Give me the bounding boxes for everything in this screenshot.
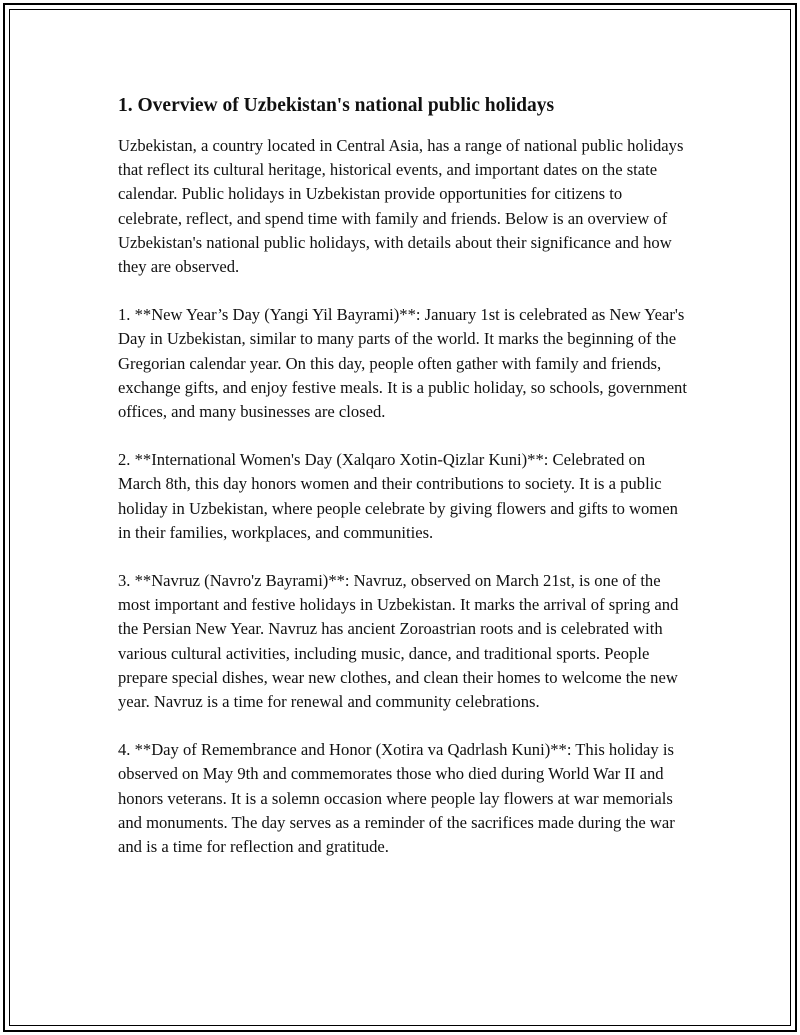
intro-paragraph: Uzbekistan, a country located in Central Asia, has a range of national public holidays that reflect its cultural heritage, historical events, and important dates on the state calendar. Public holidays in Uzbekistan provide opportunities for citizens to celebrate, reflect, and spend time with family and friends. Below is an overview of Uzbekistan's national public holidays, with details about their significance and how they are observed. [118, 136, 684, 277]
holiday-womens-day: 2. **International Women's Day (Xalqaro Xotin-Qizlar Kuni)**: Celebrated on March 8th, this day honors women and their contributions to society. It is a public holiday in Uzbekistan, where people celebrate by giving flowers and gifts to women in their families, workplaces, and communities. [118, 450, 678, 542]
document-body [118, 92, 688, 883]
section-title: 1. Overview of Uzbekistan's national public holidays [118, 95, 555, 116]
holiday-navruz: 3. **Navruz (Navro'z Bayrami)**: Navruz, observed on March 21st, is one of the most important and festive holidays in Uzbekistan. It marks the arrival of spring and the Persian New Year. Navruz has ancient Zoroastrian roots and is celebrated with various cultural activities, including music, dance, and traditional sports. People prepare special dishes, wear new clothes, and clean their homes to welcome the new year. Navruz is a time for renewal and community celebrations. [118, 571, 679, 712]
holiday-new-years-day: 1. **New Year’s Day (Yangi Yil Bayrami)**: January 1st is celebrated as New Year's Day in Uzbekistan, similar to many parts of the world. It marks the beginning of the Gregorian calendar year. On this day, people often gather with family and friends, exchange gifts, and enjoy festive meals. It is a public holiday, so schools, government offices, and many businesses are closed. [118, 305, 687, 422]
holiday-remembrance-day: 4. **Day of Remembrance and Honor (Xotira va Qadrlash Kuni)**: This holiday is observed on May 9th and commemorates those who died during World War II and honors veterans. It is a solemn occasion where people lay flowers at war memorials and monuments. The day serves as a reminder of the sacrifices made during the war and is a time for reflection and gratitude. [118, 740, 675, 857]
